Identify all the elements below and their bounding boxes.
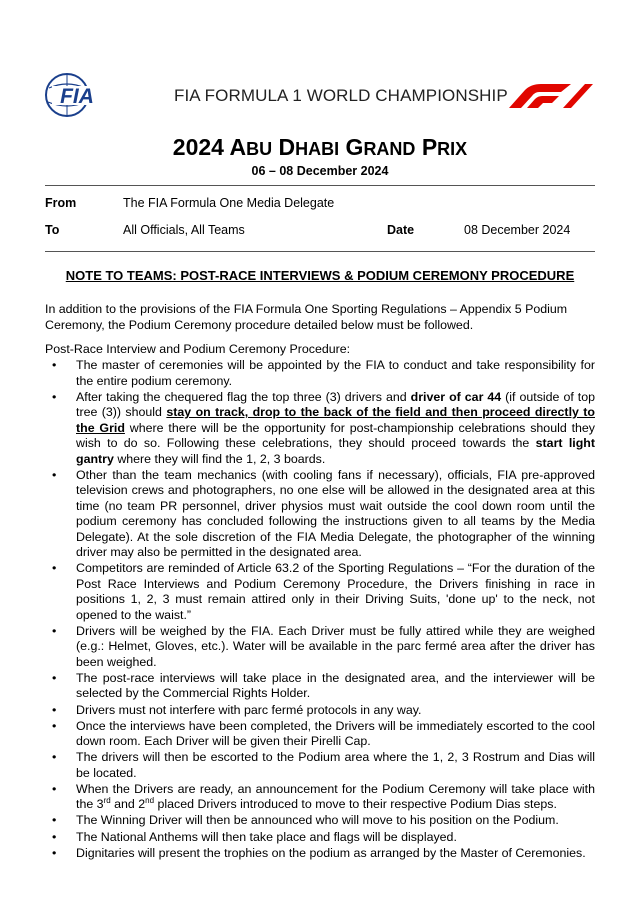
- bullet-icon: •: [52, 358, 57, 372]
- event-dates: 06 – 08 December 2024: [251, 164, 389, 178]
- list-item: • Once the interviews have been completed, the Drivers will be immediately escorted to the cool down room. Each Driver will be given their Pirelli Cap.: [52, 718, 595, 749]
- bullet-icon: •: [52, 718, 57, 733]
- bullet-icon: •: [52, 467, 57, 482]
- list-item: • Dignitaries will present the trophies on the podium as arranged by the Master of Ceremonies.: [52, 845, 586, 860]
- intro-paragraph: In addition to the provisions of the FIA Formula One Sporting Regulations – Appendix 5 Podium Ceremony, the Podium Ceremony procedure detailed below must be followed.: [45, 302, 568, 332]
- svg-text:FIA: FIA: [60, 85, 94, 108]
- date-value: 08 December 2024: [464, 223, 571, 237]
- bullet-icon: •: [52, 845, 57, 860]
- bullet-icon: •: [52, 623, 57, 638]
- bullet-icon: •: [52, 670, 57, 685]
- bottom-divider: [45, 251, 595, 252]
- championship-title: FIA FORMULA 1 WORLD CHAMPIONSHIP: [174, 86, 508, 105]
- list-item: • The National Anthems will then take place and flags will be displayed.: [52, 829, 457, 844]
- bullet-icon: •: [52, 389, 57, 404]
- to-label: To: [45, 223, 60, 237]
- event-title: 2024 ABU DHABI GRAND PRIX: [172, 134, 468, 160]
- procedure-subheading: Post-Race Interview and Podium Ceremony Procedure:: [45, 342, 351, 356]
- from-value: The FIA Formula One Media Delegate: [123, 196, 335, 210]
- bullet-icon: •: [52, 750, 57, 765]
- top-divider: [45, 185, 595, 186]
- fia-logo: [44, 72, 108, 118]
- list-item: • The master of ceremonies will be appointed by the FIA to conduct and take responsibility for the entire podium ceremony.: [52, 358, 595, 388]
- bullet-icon: •: [52, 813, 57, 828]
- list-item: • Drivers must not interfere with parc fermé protocols in any way.: [52, 702, 422, 717]
- bullet-icon: •: [52, 829, 57, 844]
- list-item: • Other than the team mechanics (with cooling fans if necessary), officials, FIA pre-approved television crews and photographers, no one else will be allowed in the designated area at this time (no team PR personnel, driver physios must wait outside the cool down room until the podium ceremony has concluded following the instructions given to all teams by the Media Delegate). At the sole discretion of the FIA Media Delegate, the photographer of the winning driver may also be permitted in the designated area.: [52, 467, 595, 560]
- date-label: Date: [387, 223, 415, 237]
- list-item: • When the Drivers are ready, an announcement for the Podium Ceremony will take place with the 3rd and 2nd placed Drivers introduced to move to their respective Podium Dias steps.: [52, 781, 595, 812]
- list-item: • Competitors are reminded of Article 63.2 of the Sporting Regulations – “For the duration of the Post Race Interviews and Podium Ceremony Procedure, the Drivers finishing in race in positions 1, 2, 3 must remain attired only in their Driving Suits, 'done up' to the neck, not opened to the waist.”: [52, 561, 595, 622]
- f1-logo: [505, 80, 595, 112]
- list-item: • The drivers will then be escorted to the Podium area where the 1, 2, 3 Rostrum and Dias will be located.: [52, 750, 595, 780]
- letterhead: [0, 66, 640, 126]
- bullet-icon: •: [52, 702, 57, 717]
- list-item: • After taking the chequered flag the top three (3) drivers and driver of car 44 (if outside of top tree (3)) should stay on track, drop to the back of the field and then proceed directly to the Grid where there will be the opportunity for post-championship celebrations should they wish to do so. Following these celebrations, they should proceed towards the start light gantry where they will find the 1, 2, 3 boards.: [52, 389, 596, 466]
- to-value: All Officials, All Teams: [123, 223, 245, 237]
- bullet-icon: •: [52, 561, 57, 576]
- list-item: • The Winning Driver will then be announced who will move to his position on the Podium.: [52, 813, 559, 828]
- from-label: From: [45, 196, 77, 210]
- bullet-icon: •: [52, 781, 57, 796]
- procedure-list: [45, 358, 595, 862]
- note-title: NOTE TO TEAMS: POST-RACE INTERVIEWS & PODIUM CEREMONY PROCEDURE: [65, 268, 575, 283]
- list-item: • Drivers will be weighed by the FIA. Each Driver must be fully attired while they are weighed (e.g.: Helmet, Gloves, etc.). Water will be available in the parc fermé area after the driver has been weighed.: [52, 623, 595, 669]
- list-item: • The post-race interviews will take place in the designated area, and the interviewer will be selected by the Commercial Rights Holder.: [52, 670, 595, 701]
